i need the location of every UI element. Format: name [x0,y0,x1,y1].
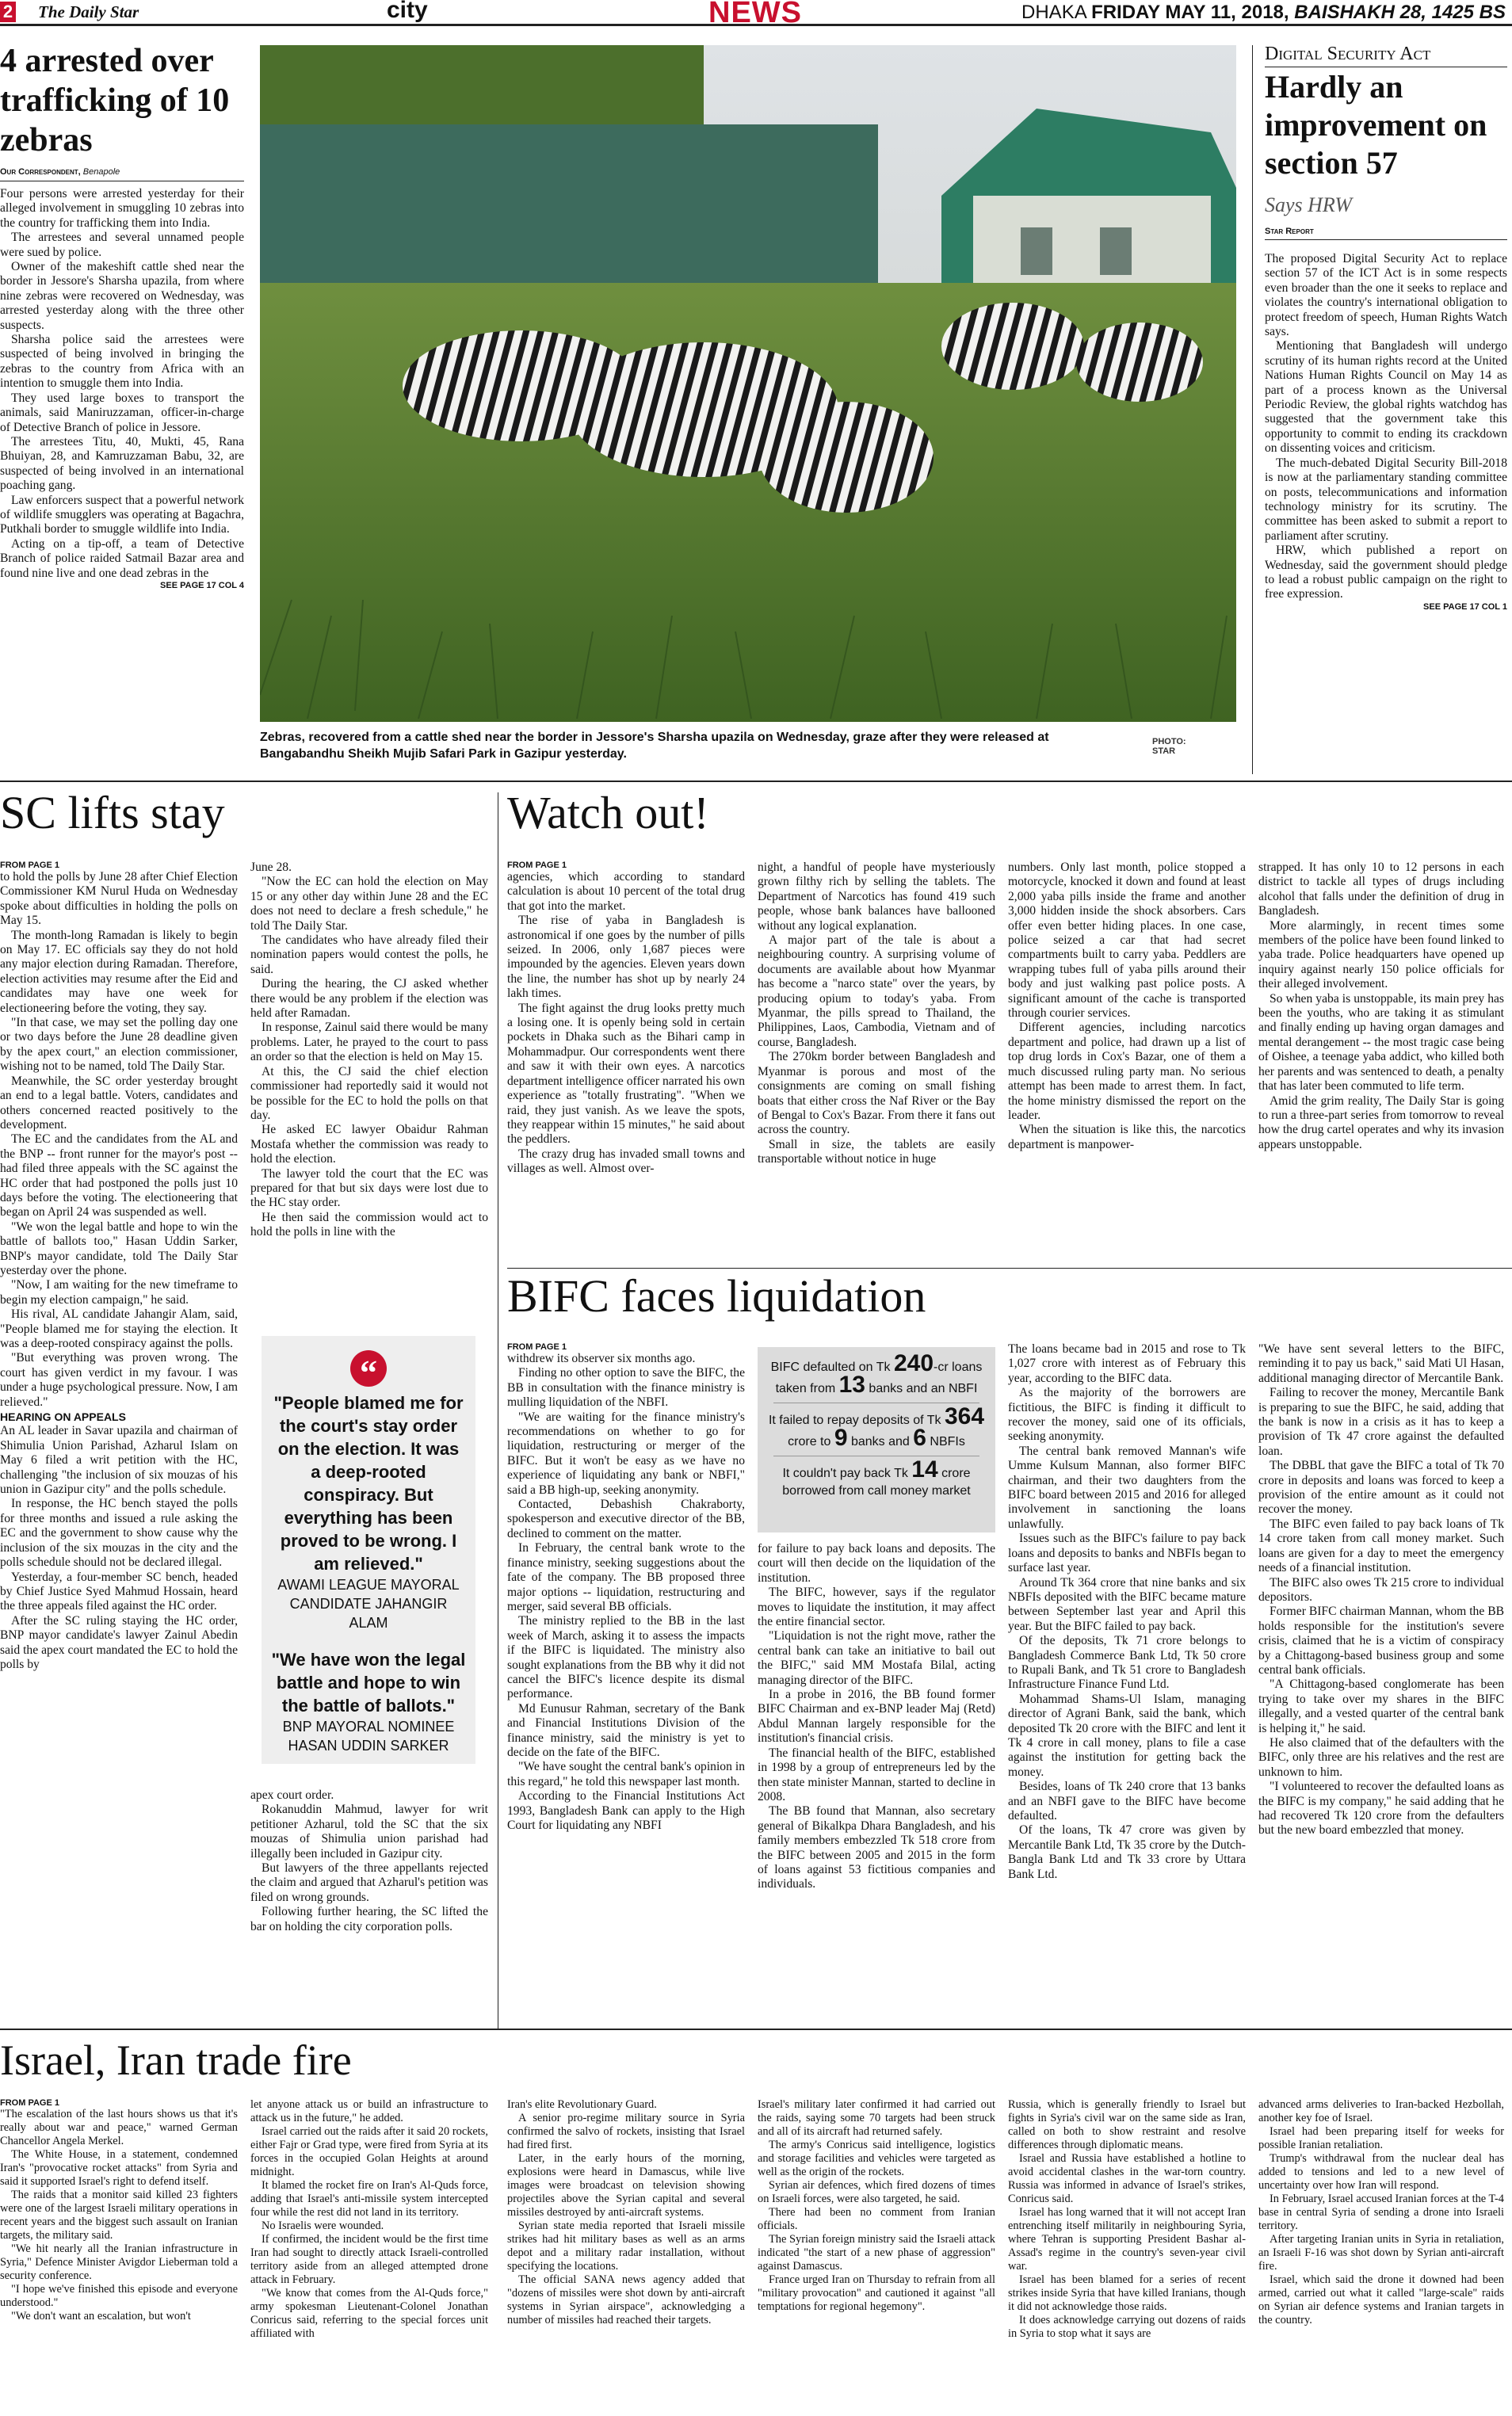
paragraph: Md Eunusur Rahman, secretary of the Bank and Financial Institutions Division of the finance ministry, said the ministry is yet to decide on the fate of the BIFC. [507,1701,745,1759]
paragraph: Israel has been blamed for a series of recent strikes inside Syria that have killed Iranians, though it did not acknowledge those raids. [1008,2273,1246,2313]
paragraph: "We have sent several letters to the BIFC, reminding it to pay us back," said Mati Ul Hasan, additional managing director of Mercantile Bank. [1258,1342,1504,1385]
paragraph: The BIFC also owes Tk 215 crore to individual depositors. [1258,1575,1504,1604]
paragraph: The 270km border between Bangladesh and Myanmar is porous and most of the consignments are coming on small fishing boats that either cross the Naf River or the Bay of Bengal to Cox's Bazar. From there it fans out across the country. [758,1050,995,1137]
dsa-byline: Star Report [1265,227,1314,236]
paragraph: agencies, which according to standard calculation is about 10 percent of the total drug that got into the market. [507,870,745,913]
zebra-headline: 4 arrested over trafficking of 10 zebras [0,43,230,158]
paragraph: "But everything was proven wrong. The court has given verdict in my favour. I was under a huge psychological pressure. Now, I am relieved." [0,1351,238,1409]
paragraph: The BIFC, however, says if the regulator moves to liquidate the institution, it may affect the entire financial sector. [758,1586,995,1629]
from-page-label: FROM PAGE 1 [507,861,567,870]
paragraph: Syrian air defences, which fired dozens of times on Israeli forces, were also targeted, he said. [758,2179,995,2205]
paragraph: More alarmingly, in recent times some members of the police have been found linked to yaba trade. Police headquarters have opened up inquiry against nearly 150 police officials for their alleged involvement. [1258,918,1504,991]
paragraph: The ministry replied to the BB in the last week of March, asking it to assess the impacts if the BIFC is liquidated. The ministry also sought explanations from the BB why it did not cancel the BIFC's licence despite its dismal performance. [507,1614,745,1701]
paragraph: Of the deposits, Tk 71 crore belongs to Bangladesh Commerce Bank Ltd, Tk 50 crore to Rupali Bank, and Tk 51 crore to Bangladesh Infrastructure Finance Fund Ltd. [1008,1634,1246,1692]
paragraph: Israel's military later confirmed it had carried out the raids, saying some 70 targets had been struck and all of its aircraft had returned safely. [758,2098,995,2138]
pull-quote-sarker-source: BNP MAYORAL NOMINEE HASAN UDDIN SARKER [282,1719,455,1754]
paragraph: Amid the grim reality, The Daily Star is going to run a three-part series from tomorrow to reveal how the drug cartel operates and why its invasion appears unstoppable. [1258,1093,1504,1151]
paragraph: If confirmed, the incident would be the first time Iran had sought to directly attack Israeli-controlled territory aside from an alleged attempted drone attack in February. [250,2233,488,2286]
paragraph: June 28. [250,861,292,874]
divider [1265,239,1507,240]
news-label: NEWS [708,0,802,29]
paragraph: As the majority of the borrowers are fictitious, the BIFC is finding it difficult to recover the money, said one of its officials, seeking anonymity. [1008,1386,1246,1444]
dsa-subhead: Says HRW [1265,193,1353,216]
paragraph: Israel has long warned that it will not accept Iran entrenching itself militarily in neighbouring Syria, where Tehran is supporting President Bashar al-Assad's regime in the country's seven-year civil war. [1008,2206,1246,2273]
paragraph: The crazy drug has invaded small towns and villages as well. Almost over- [507,1147,745,1176]
paragraph: "Now the EC can hold the election on May 15 or any other day within June 28 and the EC does not need to declare a fresh schedule," he told The Daily Star. [250,875,488,933]
paragraph: "We hit nearly all the Iranian infrastructure in Syria," Defence Minister Avigdor Lieberman told a security conference. [0,2242,238,2282]
from-page-label: FROM PAGE 1 [0,2098,59,2108]
section-divider [0,781,1512,782]
paragraph: The raids that a monitor said killed 23 fighters were one of the largest Israeli military operations in recent years and the biggest such assault on Iranian targets, the military said. [0,2189,238,2242]
sc-quote-box [262,1336,475,1764]
from-page-label: FROM PAGE 1 [0,861,59,870]
paragraph: After targeting Iranian units in Syria in retaliation, an Israeli F-16 was shot down by Syrian anti-aircraft fire. [1258,2233,1504,2273]
paragraph: An AL leader in Savar upazila and chairman of Shimulia Union Parishad, Azharul Islam on May 6 filed a writ petition with the HC, challenging "the inclusion of six mouzas of his union in Gazipur city" and the polls schedule. [0,1424,238,1497]
israel-col1 [0,2098,238,2323]
photo-credit: PHOTO: STAR [1152,737,1186,756]
paragraph: When the situation is like this, the narcotics department is manpower- [1008,1123,1246,1151]
bifc-headline: BIFC faces liquidation [507,1270,926,1322]
paragraph: Later, in the early hours of the morning, explosions were heard in Damascus, while live images were broadcast on television showing projectiles above the Syrian capital and several missiles destroyed by anti-aircraft systems. [507,2152,745,2219]
paragraph: "The escalation of the last hours shows us that it's really about war and peace," warned German Chancellor Angela Merkel. [0,2108,238,2147]
israel-col5 [1008,2098,1246,2341]
paragraph: night, a handful of people have mysteriously grown filthy rich by selling the tablets. The Department of Narcotics has found 419 such people, whose bank balances have ballooned without any logical explanation. [758,861,995,933]
paragraph: "We won the legal battle and hope to win the battle of ballots too," Hasan Uddin Sarker, BNP's mayor candidate, told The Daily Star yesterday over the phone. [0,1219,238,1277]
paragraph: "In that case, we may set the polling day one or two days before the June 28 deadline given by the apex court," an election commissioner, wishing not to be named, told The Daily Star. [0,1016,238,1074]
divider [1252,45,1253,774]
section-divider [0,2029,1512,2030]
pull-quote-alam-source: AWAMI LEAGUE MAYORAL CANDIDATE JAHANGIR ALAM [277,1577,460,1631]
zebra-byline: Our Correspondent, Benapole [0,167,120,177]
paragraph: advanced arms deliveries to Iran-backed Hezbollah, another key foe of Israel. [1258,2098,1504,2124]
paragraph: "We have sought the central bank's opinion in this regard," he told this newspaper last month. [507,1760,745,1788]
paragraph: to hold the polls by June 28 after Chief Election Commissioner KM Nurul Huda on Wednesday spoke about difficulties in holding the polls on May 15. [0,870,238,928]
paragraph: Israel carried out the raids after it said 20 rockets, either Fajr or Grad type, were fired from Syria at its forces in the occupied Golan Heights at around midnight. [250,2125,488,2178]
paragraph: Of the loans, Tk 47 crore was given by Mercantile Bank Ltd, Tk 35 crore by the Dutch-Bangla Bank Ltd and Tk 33 crore by Uttara Bank Ltd. [1008,1823,1246,1881]
paragraph: Meanwhile, the SC order yesterday brought an end to a legal battle. Voters, candidates and others concerned reacted positively to the development. [0,1074,238,1132]
paragraph: let anyone attack us or build an infrastructure to attack us in the future," he added. [250,2098,488,2124]
paragraph: HRW, which published a report on Wednesday, said the government should pledge to lead a robust public campaign on the right to free expression. [1265,544,1507,601]
paragraph: In February, the central bank wrote to the finance ministry, seeking suggestions about the fate of the company. The BB proposed three major options -- liquidation, restructuring and merger, said several BB officials. [507,1541,745,1613]
zebra-see-page: SEE PAGE 17 COL 4 [160,580,244,590]
paragraph: The fight against the drug looks pretty much a losing one. It is openly being sold in certain pockets in Dhaka such as the Bihari camp in Mohammadpur. Our correspondents went there and saw it with their own eyes. A narcotics department intelligence officer narrated his own experience as "totally frustrating". "When we raid, they just vanish. As we leave the spots, they reappear within 15 minutes," he said about the peddlers. [507,1001,745,1147]
sc-col2 [250,861,488,1240]
zebra-photo-illustration [260,45,1236,722]
sc-col1 [0,861,238,1672]
photo-caption: Zebras, recovered from a cattle shed near the border in Jessore's Sharsha upazila on Wednesday, graze after they were released at Bangabandhu Sheikh Mujib Safari Park in Gazipur yesterday. [260,731,1049,761]
paragraph: Contacted, Debashish Chakraborty, spokesperson and executive director of the BB, declined to comment on the matter. [507,1498,745,1540]
bifc-fact-deposits: It failed to repay deposits of Tk 364 crore to 9 banks and 6 NBFIs [768,1403,985,1451]
quote-icon: “ [350,1350,387,1387]
paragraph: "We don't want an escalation, but won't [11,2310,191,2322]
paragraph: At this, the CJ said the chief election commissioner had reportedly said it would not be possible for the EC to hold the polls on that day. [250,1064,488,1122]
paragraph: Israel and Russia have established a hotline to avoid accidental clashes in the war-torn country. Russia was informed in advance of Israel's strikes, Conricus said. [1008,2152,1246,2205]
subhead-hearing: HEARING ON APPEALS [0,1410,126,1424]
paragraph: He also claimed that of the defaulters with the BIFC, only three are his relatives and the rest are unknown to him. [1258,1735,1504,1779]
watch-col4 [1258,861,1504,1152]
paragraph: Law enforcers suspect that a powerful network of wildlife smugglers was operating at Bagachra, Putkhali border to smuggle wildlife into India. [0,493,244,536]
from-page-label: FROM PAGE 1 [507,1342,567,1352]
paragraph: Trump's withdrawal from the nuclear deal has added to tensions and led to a new level of uncertainty over how Iran will respond. [1258,2152,1504,2192]
paragraph: Mentioning that Bangladesh will undergo scrutiny of its human rights record at the United Nations Human Rights Council on May 14 as part of a process known as the Universal Periodic Review, the global rights watchdog has suggested that the government take this opportunity to commit to ending its crackdown on dissenting voices and criticism. [1265,339,1507,456]
paragraph: Owner of the makeshift cattle shed near the border in Jessore's Sharsha upazila, from where nine zebras were recovered on Wednesday, was arrested yesterday along with the three other suspects. [0,260,244,332]
page-number: 2 [0,2,16,22]
paragraph: After the SC ruling staying the HC order, BNP mayor candidate's lawyer Zainul Abedin said the apex court mandated the EC to hold the polls by [0,1613,238,1671]
paragraph: Sharsha police said the arrestees were suspected of being involved in bringing the zebras to the country from Africa with an intention to smuggle them into India. [0,333,244,391]
dateline: DHAKA FRIDAY MAY 11, 2018, BAISHAKH 28, 1425 BS [1021,2,1506,23]
israel-col4 [758,2098,995,2314]
bifc-factbox [758,1347,995,1532]
paragraph: The army's Conricus said intelligence, logistics and storage facilities and vehicles were targeted as well as the origin of the rockets. [758,2139,995,2178]
paragraph: The arrestees Titu, 40, Mukti, 45, Rana Bhuiyan, 28, and Kamruzzaman Babu, 32, are suspected of being involved in an international poaching gang. [0,434,244,493]
bifc-col1 [507,1342,745,1833]
section-name: city [387,0,428,23]
paragraph: Issues such as the BIFC's failure to pay back loans and deposits to banks and NBFIs began to surface last year. [1008,1532,1246,1575]
dsa-body [1265,252,1507,612]
paragraph: "We are waiting for the finance ministry's recommendations on whether to go for liquidation, restructuring or merger of the BIFC. But it won't be easy as we have no experience of liquidating any bank or NBFI," said a BB high-up, seeking anonymity. [507,1410,745,1497]
sc-headline: SC lifts stay [0,787,225,838]
paragraph: Russia, which is generally friendly to Israel but fights in Syria's civil war on the same side as Iran, called on both to show restraint and resolve differences through diplomatic means. [1008,2098,1246,2151]
paragraph: "Liquidation is not the right move, rather the central bank can take an initiative to bail out the BIFC," said MM Mostafa Bilal, acting managing director of the BIFC. [758,1629,995,1687]
paragraph: "A Chittagong-based conglomerate has been trying to take over my shares in the BIFC illegally, and a vested quarter of the central bank is helping it," he said. [1258,1677,1504,1735]
dsa-see-page: SEE PAGE 17 COL 1 [1423,601,1507,612]
paragraph: He then said the commission would act to hold the polls in line with the [250,1210,488,1239]
paragraph: During the hearing, the CJ asked whether there would be any problem if the election was held after Ramadan. [250,977,488,1021]
paragraph: Israel had been preparing itself for weeks for possible Iranian retaliation. [1258,2125,1504,2151]
paragraph: Different agencies, including narcotics department and police, had drawn up a list of top drug lords in Cox's Bazar, one of them a much discussed ruling party man. No serious attempt has been made to arrest them. In fact, the home ministry dismissed the report on the leader. [1008,1021,1246,1122]
israel-headline: Israel, Iran trade fire [0,2036,352,2084]
sc-col2b [250,1788,488,1934]
paragraph: Finding no other option to save the BIFC, the BB in consultation with the finance ministry is mulling liquidation of the NBFI. [507,1366,745,1410]
watch-headline: Watch out! [507,787,709,838]
paragraph: The BIFC even failed to pay back loans of Tk 14 crore taken from call money market. Such loans are given for a day to meet the emergency needs of a financial institution. [1258,1517,1504,1575]
paragraph: The loans became bad in 2015 and rose to Tk 1,027 crore with interest as of February this year, according to the BIFC data. [1008,1342,1246,1385]
paragraph: Syrian state media reported that Israeli missile strikes had hit military bases as well as an arms depot and a military radar installation, without specifying the locations. [507,2219,745,2273]
paragraph: "I hope we've finished this episode and everyone understood." [0,2283,238,2309]
israel-col2 [250,2098,488,2341]
paragraph: Israel, which said the drone it downed had been armed, carried out what it called "large-scale" raids on Syrian air defence systems and Iranian targets in the country. [1258,2273,1504,2326]
paragraph: According to the Financial Institutions Act 1993, Bangladesh Bank can apply to the High Court for liquidating any NBFI [507,1789,745,1832]
zebra-photo [260,45,1236,722]
masthead-logo: The Daily Star [38,2,139,21]
paragraph: The financial health of the BIFC, established in 1998 by a group of entrepreneurs led by the then state minister Mannan, started to decline in 2008. [758,1746,995,1803]
paragraph: apex court order. [250,1788,334,1802]
paragraph: A senior pro-regime military source in Syria confirmed the salvo of rockets, insisting that Israel had fired first. [507,2112,745,2151]
paragraph: for failure to pay back loans and deposits. The court will then decide on the liquidation of the institution. [758,1542,995,1585]
paragraph: Mohammad Shams-Ul Islam, managing director of Agrani Bank, said the bank, which deposited Tk 20 crore with the BIFC and lent it Tk 4 crore in call money, plans to file a case against the institution for getting back the money. [1008,1692,1246,1779]
paragraph: withdrew its observer six months ago. [507,1352,696,1365]
bifc-col2 [758,1542,995,1892]
paragraph: Around Tk 364 crore that nine banks and six NBFIs deposited with the BIFC became mature between September last year and April this year. But the BIFC failed to pay back. [1008,1575,1246,1633]
paragraph: The central bank removed Mannan's wife Umme Kulsum Mannan, also former BIFC chairman, and their two daughters from the BIFC board between 2015 and 2016 for alleged involvement in sanctioning the loans unlawfully. [1008,1444,1246,1531]
bifc-col4 [1258,1342,1504,1838]
paragraph: The lawyer told the court that the EC was prepared for that but six days were lost due to the HC stay order. [250,1166,488,1210]
paragraph: It blamed the rocket fire on Iran's Al-Quds force, adding that Israel's anti-missile system intercepted four while the rest did not land in its territory. [250,2179,488,2219]
watch-col3 [1008,861,1246,1152]
paragraph: In response, the HC bench stayed the polls for three months and issued a rule asking the EC and the government to show cause why the inclusion of the six mouzas in the city and the polls schedule should not be declared illegal. [0,1497,238,1570]
paragraph: Four persons were arrested yesterday for their alleged involvement in smuggling 10 zebras into the country for trafficking them into India. [0,187,244,230]
paragraph: His rival, AL candidate Jahangir Alam, said, "People blamed me for staying the election. It was a deep-rooted conspiracy against the polls. [0,1307,238,1350]
pull-quote-sarker: "We have won the legal battle and hope to win the battle of ballots." [271,1650,466,1716]
paragraph: "Now, I am waiting for the new timeframe to begin my election campaign," he said. [0,1278,238,1307]
dsa-headline: Hardly an improvement on section 57 [1265,69,1487,181]
paragraph: But lawyers of the three appellants rejected the claim and argued that Azharul's petition was filed on wrong grounds. [250,1861,488,1904]
paragraph: Following further hearing, the SC lifted the bar on holding the city corporation polls. [250,1905,488,1933]
paragraph: No Israelis were wounded. [262,2219,384,2232]
paragraph: Acting on a tip-off, a team of Detective Branch of police raided Satmail Bazar area and found nine live and one dead zebras in the [0,536,244,580]
paragraph: A major part of the tale is about a neighbouring country. A surprising volume of documents are available about how Myanmar has become a "narco state" over the years, by producing opium to today's yaba. From Myanmar, the pills spread to Thailand, the Philippines, Laos, Cambodia, Vietnam and of course, Bangladesh. [758,933,995,1049]
paragraph: The proposed Digital Security Act to replace section 57 of the ICT Act is in some respects even broader than the one it seeks to replace and violates the country's international obligation to protect freedom of speech, Human Rights Watch says. [1265,252,1507,339]
zebra-body [0,187,244,590]
paragraph: There had been no comment from Iranian officials. [758,2206,995,2232]
paragraph: The BB found that Mannan, also secretary general of Bikalkpa Dhara Bangladesh, and his family members embezzled Tk 518 crore from the BIFC between 2005 and 2015 in the form of loans against 53 fictitious companies and individuals. [758,1804,995,1891]
paragraph: It does acknowledge carrying out dozens of raids in Syria to stop what it says are [1008,2314,1246,2340]
paragraph: They used large boxes to transport the animals, said Maniruzzaman, officer-in-charge of Detective Branch of police in Jessore. [0,391,244,434]
paragraph: So when yaba is unstoppable, its main prey has been the youths, who are taking it as stimulant and finally ending up having organ damages and mental derangement -- the most tragic case being of Oishee, a teenage yaba addict, who killed both her parents and was sentenced to death, a penalty that has later been commuted to life term. [1258,991,1504,1093]
paragraph: In a probe in 2016, the BB found former BIFC Chairman and ex-BNP leader Maj (Retd) Abdul Mannan largely responsible for the institution's financial crisis. [758,1688,995,1746]
bifc-fact-callmoney: It couldn't pay back Tk 14 crore borrowed from call money market [782,1456,971,1498]
paragraph: The EC and the candidates from the AL and the BNP -- front runner for the mayor's post -- had filed three appeals with the SC against the HC order that had postponed the polls just 10 days before the voting. The electioneering that began on April 24 was suspended as well. [0,1132,238,1219]
paragraph: In response, Zainul said there would be many problems. Later, he prayed to the court to pass an order so that the election is held on May 15. [250,1021,488,1064]
paragraph: The rise of yaba in Bangladesh is astronomical if one goes by the number of pills seized. In 2006, only 1,687 pieces were impounded by the agencies. Eleven years down the line, the number has shot up by nearly 24 lakh times. [507,914,745,1001]
paragraph: The official SANA news agency added that "dozens of missiles were shot down by anti-aircraft systems in Syrian airspace", acknowledging a number of missiles had reached their targets. [507,2273,745,2326]
paragraph: The White House, in a statement, condemned Iran's "provocative rocket attacks" from Syria and said it supported Israel's right to defend itself. [0,2148,238,2188]
paragraph: France urged Iran on Thursday to refrain from all "military provocation" and cautioned it against "all temptations for regional hegemony". [758,2273,995,2313]
paragraph: "I volunteered to recover the defaulted loans as the BIFC is my company," he said adding that he had recovered Tk 120 crore from the defaulters but the new board embezzled that money. [1258,1780,1504,1838]
paragraph: The arrestees and several unnamed people were sued by police. [0,231,244,259]
paragraph: numbers. Only last month, police stopped a motorcycle, knocked it down and found at least 2,000 yaba pills inside the frame and another 3,000 hidden inside the shock absorbers. Cars offer even better hiding places. In one case, police seized a car that had secret compartments built to carry yaba. Peddlers are wrapping tubes full of yaba pills around their body and just walking past police posts. A significant amount of the cache is transported through courier services. [1008,861,1246,1021]
paragraph: The much-debated Digital Security Bill-2018 is now at the parliamentary standing committee on posts, telecommunications and information technology ministry for its scrutiny. The committee has been asked to submit a report to parliament after scrutiny. [1265,456,1507,543]
paragraph: strapped. It has only 10 to 12 persons in each district to tackle all types of drugs including alcohol that falls under the definition of drug in Bangladesh. [1258,861,1504,918]
paragraph: Former BIFC chairman Mannan, whom the BB holds responsible for the institution's severe crisis, claimed that he is a victim of conspiracy by a Chittagong-based business group and some central bank officials. [1258,1605,1504,1677]
israel-col6 [1258,2098,1504,2327]
dsa-kicker: Digital Security Act [1265,44,1431,64]
paragraph: In February, Israel accused Iranian forces at the T-4 base in central Syria of sending a drone into Israeli territory. [1258,2193,1504,2232]
paragraph: He asked EC lawyer Obaidur Rahman Mostafa whether the commission was ready to hold the election. [250,1123,488,1166]
paragraph: Yesterday, a four-member SC bench, headed by Chief Justice Syed Mahmud Hossain, heard the three appeals filed against the HC order. [0,1570,238,1613]
paragraph: Iran's elite Revolutionary Guard. [507,2098,657,2111]
pull-quote-alam: "People blamed me for the court's stay order on the election. It was a deep-rooted conspiracy. But everything has been proved to be wrong. I am relieved." [273,1393,464,1574]
paragraph: Failing to recover the money, Mercantile Bank is preparing to sue the BIFC, he said, adding that the bank is now in a crisis as it has to keep a provision of Tk 47 crore against the defaulted loan. [1258,1386,1504,1458]
watch-col2 [758,861,995,1167]
paragraph: Small in size, the tablets are easily transportable without notice in huge [758,1137,995,1166]
watch-col1 [507,861,745,1177]
israel-col3 [507,2098,745,2327]
bifc-fact-loans: BIFC defaulted on Tk 240-cr loans taken from 13 banks and an NBFI [770,1350,983,1398]
paragraph: "We know that comes from the Al-Quds force," army spokesman Lieutenant-Colonel Jonathan Conricus said, referring to the special forces unit affiliated with [250,2287,488,2340]
paragraph: The DBBL that gave the BIFC a total of Tk 70 crore in deposits and loans was forced to keep a provision of the entire amount as it could not recover the money. [1258,1459,1504,1517]
paragraph: Besides, loans of Tk 240 crore that 13 banks and an NBFI gave to the BIFC have become defaulted. [1008,1780,1246,1822]
paragraph: The Syrian foreign ministry said the Israeli attack indicated "the start of a new phase of aggression" against Damascus. [758,2233,995,2273]
bifc-col3 [1008,1342,1246,1882]
paragraph: The month-long Ramadan is likely to begin on May 17. EC officials say they do not hold any major election during Ramadan. Therefore, election activities may resume after the Eid and candidates may have one week for electioneering before the voting, they say. [0,928,238,1015]
paragraph: The candidates who have already filed their nomination papers would contest the polls, he said. [250,933,488,976]
paragraph: Rokanuddin Mahmud, lawyer for writ petitioner Azharul, told the SC that the six mouzas of Shimulia union parishad had illegally been included in Gazipur city. [250,1803,488,1861]
